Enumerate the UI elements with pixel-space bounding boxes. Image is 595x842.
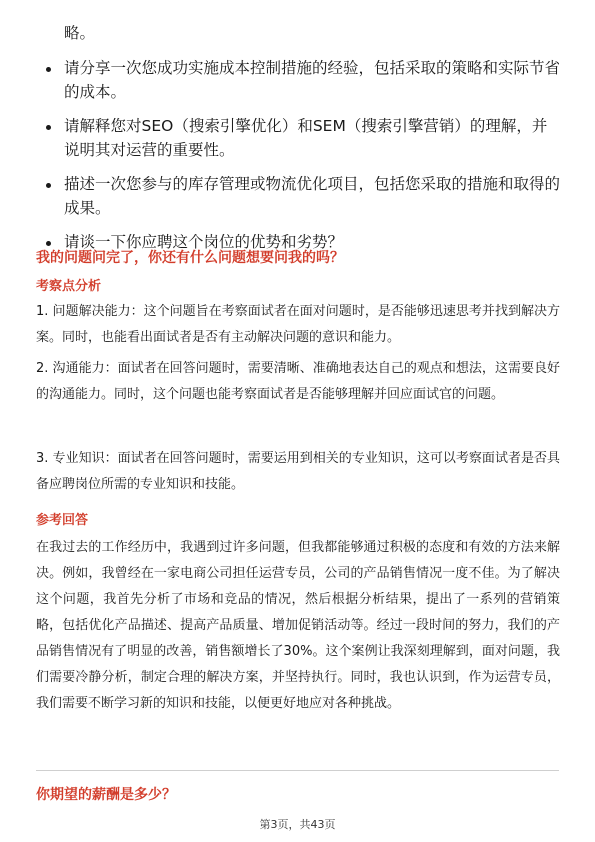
list-item: 描述一次您参与的库存管理或物流优化项目，包括您采取的措施和取得的成果。 [40,172,560,220]
divider [36,770,559,771]
answer-paragraph: 在我过去的工作经历中，我遇到过许多问题，但我都能够通过积极的态度和有效的方法来解决。例如，我曾经在一家电商公司担任运营专员，公司的产品销售情况一度不佳。为了解决这个问题，我首先分析了市场和竞品的情况，然后根据分析结果，提出了一系列的营销策略，包括优化产品描述、提高产品质量、增加促销活动等。经过一段时间的努力，我们的产品销售情况有了明显的改善，销售额增长了30%。这个案例让我深刻理解到，面对问题，我们需要冷静分析，制定合理的解决方案，并坚持执行。同时，我也认识到，作为运营专员，我们需要不断学习新的知识和技能，以便更好地应对各种挑战。 [36,540,560,711]
next-question-title: 你期望的薪酬是多少？ [36,787,176,803]
analysis-point: 3. 专业知识：面试者在回答问题时，需要运用到相关的专业知识，这可以考察面试者是否具备应聘岗位所需的专业知识和技能。 [36,451,560,492]
list-item: 请解释您对SEO（搜索引擎优化）和SEM（搜索引擎营销）的理解，并说明其对运营的重要性。 [40,114,560,162]
answer-heading: 参考回答 [36,513,89,528]
question-title: 我的问题问完了，你还有什么问题想要问我的吗？ [36,250,344,266]
analysis-point: 1. 问题解决能力：这个问题旨在考察面试者在面对问题时，是否能够迅速思考并找到解决方案。同时，也能看出面试者是否有主动解决问题的意识和能力。 [36,304,560,345]
page-number: 第3页，共43页 [259,818,336,831]
question-list [40,20,560,254]
list-item: 请分享一次您成功实施成本控制措施的经验，包括采取的策略和实际节省的成本。 [40,56,560,104]
bullet-icon [46,241,51,246]
bullet-icon [46,125,51,130]
analysis-point: 2. 沟通能力：面试者在回答问题时，需要清晰、准确地表达自己的观点和想法，这需要良好的沟通能力。同时，这个问题也能考察面试者是否能够理解并回应面试官的问题。 [36,361,560,402]
bullet-icon [46,183,51,188]
analysis-heading: 考察点分析 [36,279,102,294]
continued-text: 略。 [64,24,96,42]
list-item: 请谈一下你应聘这个岗位的优势和劣势？ [40,230,560,254]
bullet-icon [46,67,51,72]
